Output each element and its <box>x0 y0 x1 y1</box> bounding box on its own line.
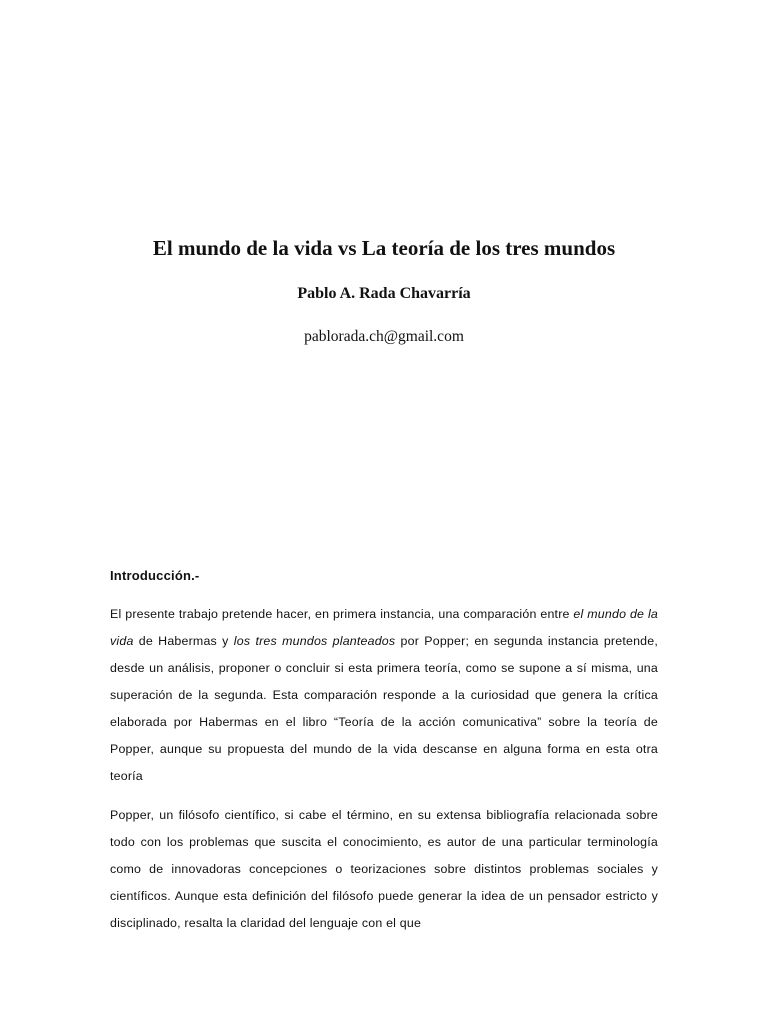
paragraph1-text-part3: por Popper; en segunda instancia pretende, desde un análisis, proponer o concluir si esta primera teoría, como se supone a sí misma, una superación de la segunda. Esta comparación responde a la curiosidad que genera la crítica elaborada por Habermas en el libro “Teoría de la acción comunicativa” sobre la teoría de Popper, aunque su propuesta del mundo de la vida descanse en alguna forma en esta otra teoría <box>110 634 658 783</box>
author-name: Pablo A. Rada Chavarría <box>297 285 471 302</box>
paragraph1-text-part2: de Habermas y <box>133 634 234 648</box>
author-email: pablorada.ch@gmail.com <box>304 328 464 345</box>
paragraph1-italic-mundo-vida: el mundo de la vida <box>110 607 658 648</box>
paragraph-popper: Popper, un filósofo científico, si cabe el término, en su extensa bibliografía relacionada sobre todo con los problemas que suscita el conocimiento, es autor de una particular terminología como de innovadoras concepciones o teorizaciones sobre distintos problemas sociales y científicos. Aunque esta definición del filósofo puede generar la idea de un pensador estricto y disciplinado, resalta la claridad del lenguaje con el que <box>110 808 658 930</box>
document-title: El mundo de la vida vs La teoría de los tres mundos <box>152 236 616 260</box>
paragraph1-italic-tres-mundos: los tres mundos planteados <box>233 634 396 648</box>
section-heading: Introducción.- <box>110 568 200 583</box>
paragraph-introduction <box>110 601 658 790</box>
paragraph1-text-part1: El presente trabajo pretende hacer, en primera instancia, una comparación entre <box>110 607 574 621</box>
